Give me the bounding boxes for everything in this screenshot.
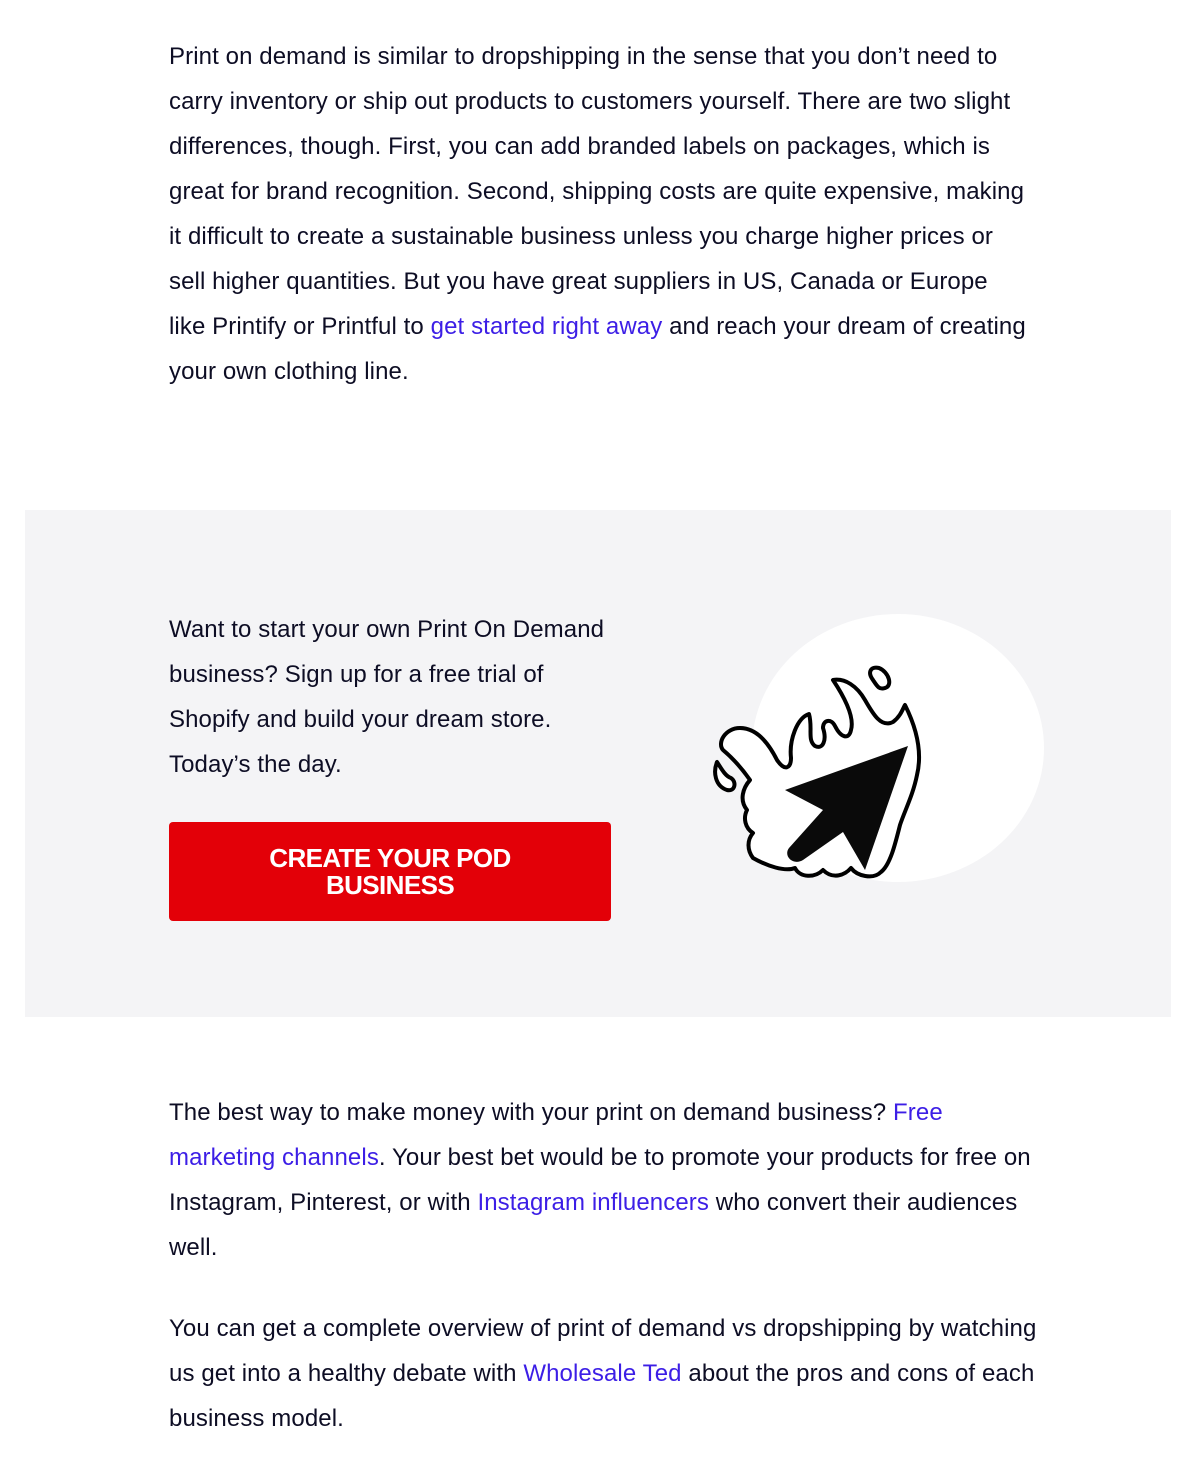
flaming-cursor-arrow-icon <box>705 600 1045 910</box>
paragraph-text: You can get a complete overview of print of demand vs dropshipping by watching us get into a healthy debate with <box>169 1315 1037 1387</box>
get-started-link[interactable]: get started right away <box>430 313 663 340</box>
cta-banner <box>25 510 1171 1017</box>
paragraph-text: The best way to make money with your print on demand business? <box>169 1099 894 1126</box>
paragraph-text: Print on demand is similar to dropshipping in the sense that you don’t need to carry inventory or ship out products to customers yourself. There are two slight differences, though. First, you can add branded labels on packages, which is great for brand recognition. Second, shipping costs are quite expensive, making it difficult to create a sustainable business unless you charge higher prices or sell higher quantities. But you have great suppliers in US, Canada or Europe like Printify or Printful to <box>169 43 1025 340</box>
wholesale-ted-link[interactable]: Wholesale Ted <box>523 1360 682 1387</box>
paragraph-marketing <box>169 1090 1039 1270</box>
paragraph-text: and reach your dream of creating your own clothing line. <box>169 313 1026 385</box>
free-marketing-channels-link[interactable]: Free marketing channels <box>169 1099 943 1171</box>
create-pod-business-button[interactable]: CREATE YOUR POD BUSINESS <box>169 822 611 921</box>
paragraph-text: . Your best bet would be to promote your products for free on Instagram, Pinterest, or with <box>169 1144 1031 1216</box>
paragraph-print-on-demand-intro <box>169 34 1029 394</box>
paragraph-text: about the pros and cons of each business model. <box>169 1360 1035 1432</box>
cta-text: Want to start your own Print On Demand business? Sign up for a free trial of Shopify and build your dream store. Today’s the day. <box>169 616 605 778</box>
paragraph-overview <box>169 1306 1039 1441</box>
paragraph-text: who convert their audiences well. <box>169 1189 1018 1261</box>
instagram-influencers-link[interactable]: Instagram influencers <box>477 1189 709 1216</box>
